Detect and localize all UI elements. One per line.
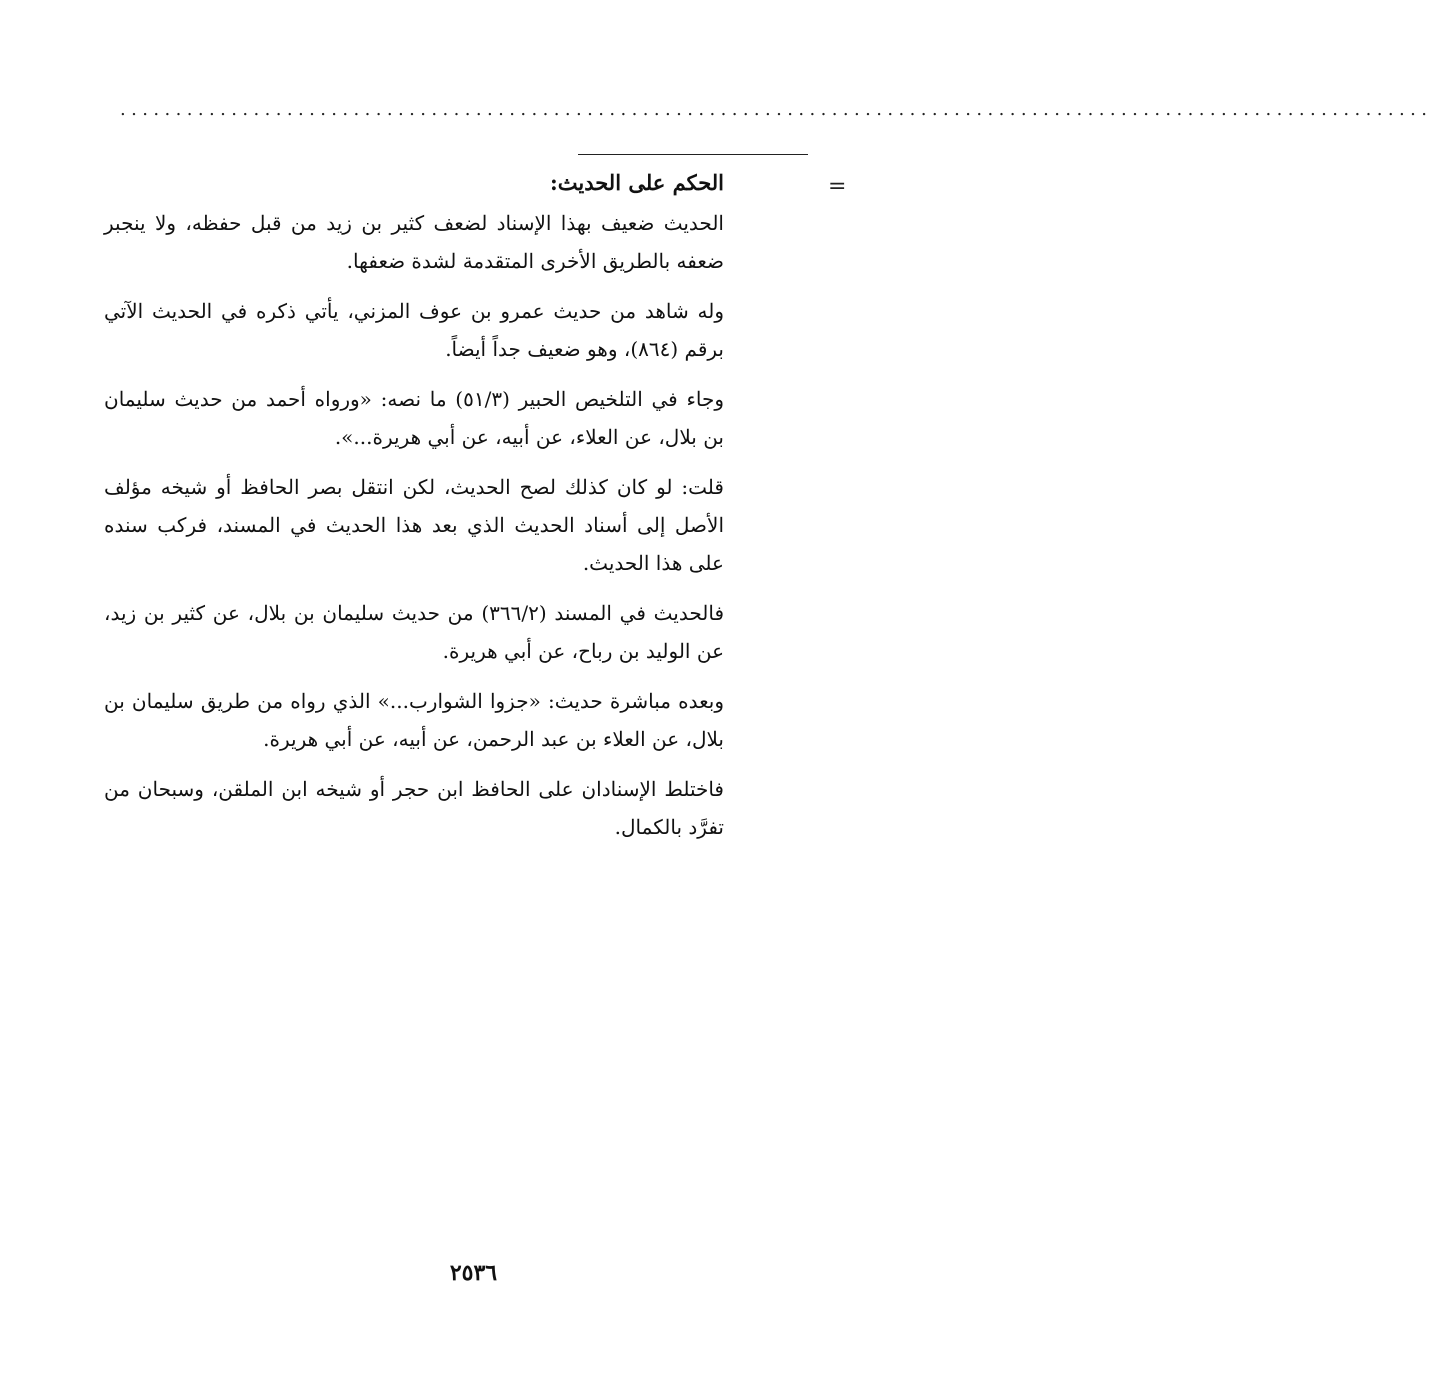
footnote-rule <box>578 154 808 155</box>
paragraph-4: قلت: لو كان كذلك لصح الحديث، لكن انتقل بصر الحافظ أو شيخه مؤلف الأصل إلى أسناد الحديث الذي بعد هذا الحديث في المسند، فركب سنده على هذا الحديث. <box>104 475 724 575</box>
footnote-text <box>104 166 724 858</box>
paragraph-1: الحديث ضعيف بهذا الإسناد لضعف كثير بن زيد من قبل حفظه، ولا ينجبر ضعفه بالطريق الأخرى المتقدمة لشدة ضعفها. <box>104 211 724 273</box>
paragraph-7: فاختلط الإسنادان على الحافظ ابن حجر أو شيخه ابن الملقن، وسبحان من تفرَّد بالكمال. <box>104 777 724 839</box>
continuation-mark: = <box>828 174 847 199</box>
paragraph-5: فالحديث في المسند (٣٦٦/٢) من حديث سليمان بن بلال، عن كثير بن زيد، عن الوليد بن رباح، عن أبي هريرة. <box>104 601 724 663</box>
page-number: ٢٥٣٦ <box>449 1260 498 1286</box>
paragraph-6: وبعده مباشرة حديث: «جزوا الشوارب...» الذي رواه من طريق سليمان بن بلال، عن العلاء بن عبد الرحمن، عن أبيه، عن أبي هريرة. <box>104 689 724 751</box>
section-heading: الحكم على الحديث: <box>550 170 724 195</box>
paragraph-2: وله شاهد من حديث عمرو بن عوف المزني، يأتي ذكره في الحديث الآتي برقم (٨٦٤)، وهو ضعيف جداً أيضاً. <box>104 299 724 361</box>
dotted-separator: ...................................................................................................................... <box>120 99 1432 120</box>
paragraph-3: وجاء في التلخيص الحبير (٥١/٣) ما نصه: «ورواه أحمد من حديث سليمان بن بلال، عن العلاء، عن أبيه، عن أبي هريرة...». <box>104 387 724 449</box>
